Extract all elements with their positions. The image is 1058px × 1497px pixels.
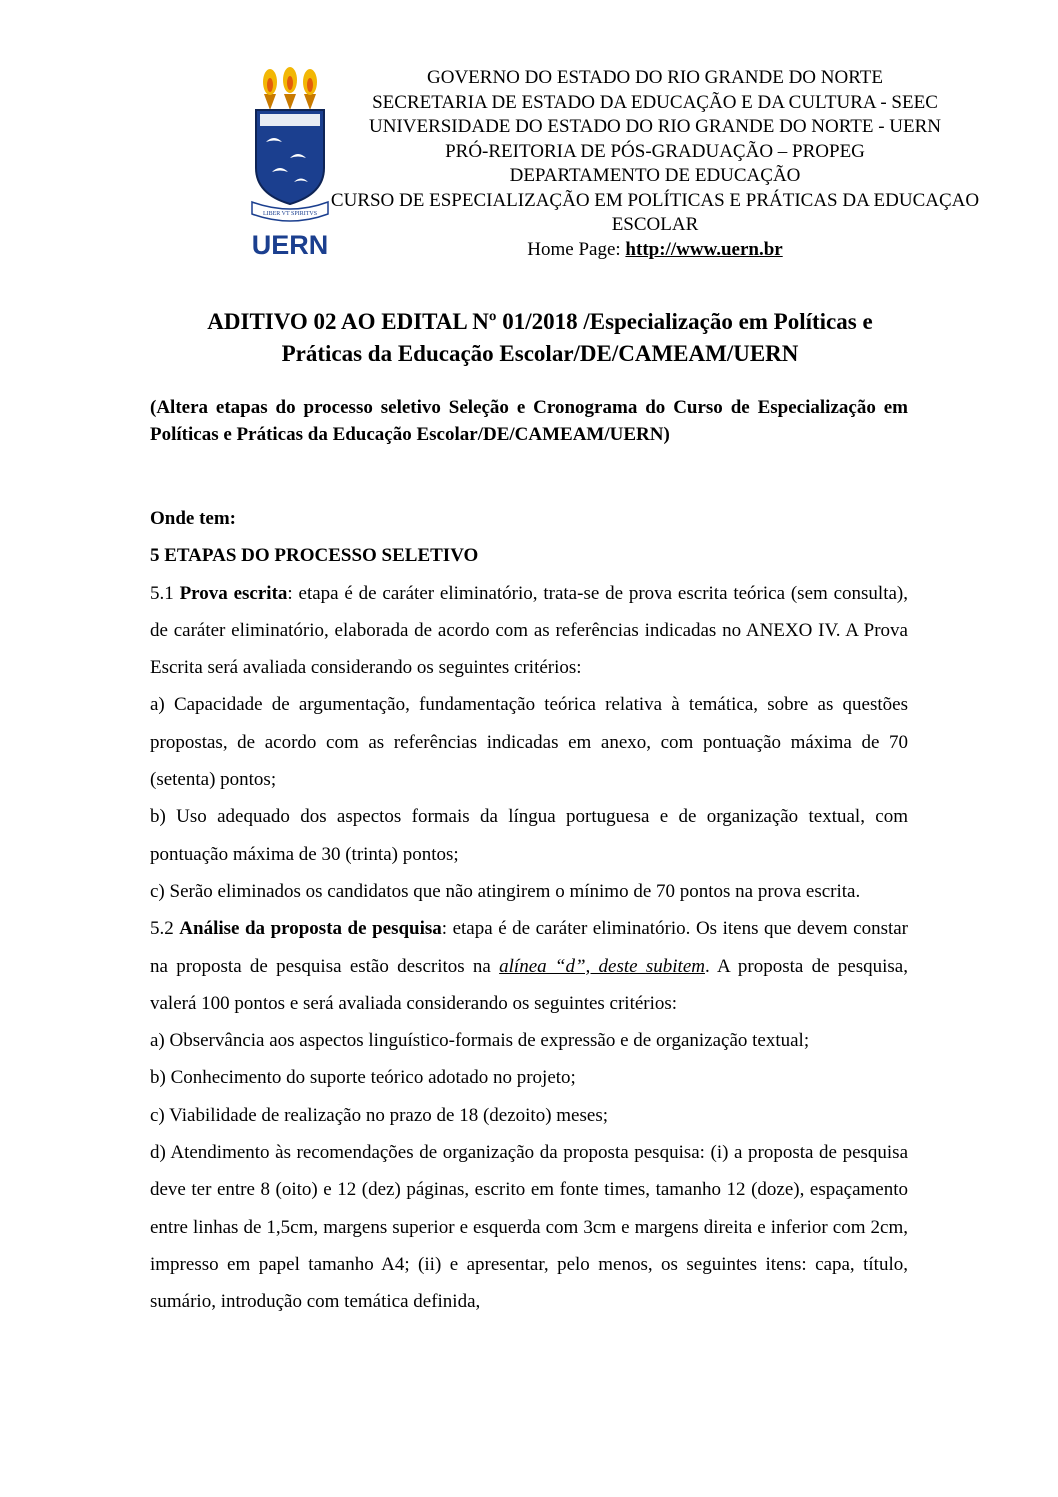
section-heading: 5 ETAPAS DO PROCESSO SELETIVO xyxy=(150,545,479,567)
item-text: : etapa é de caráter eliminatório. Os itens que devem constar na proposta de pesquisa estão descritos na xyxy=(150,918,909,977)
criterion-a: a) Capacidade de argumentação, fundamentação teórica relativa à temática, sobre as questões propostas, de acordo com as referências indicadas em anexo, com pontuação máxima de 70 (setenta) pontos; xyxy=(150,694,908,791)
item-number: 5.1 xyxy=(150,582,180,604)
header-line: DEPARTAMENTO DE EDUCAÇÃO xyxy=(509,165,801,186)
header-line: CURSO DE ESPECIALIZAÇÃO EM POLÍTICAS E PRÁTICAS DA EDUCAÇAO xyxy=(330,189,980,211)
homepage-link[interactable]: http://www.uern.br xyxy=(625,238,783,260)
title-line-1: ADITIVO 02 AO EDITAL Nº 01/2018 /Especialização em Políticas e xyxy=(207,309,873,334)
homepage-label: Home Page: xyxy=(527,238,626,260)
document-subtitle: (Altera etapas do processo seletivo Seleção e Cronograma do Curso de Especialização em Políticas e Práticas da Educação Escolar/DE/CAMEAM/UERN) xyxy=(150,397,908,445)
item-title: Prova escrita xyxy=(179,582,288,604)
logo-motto: LIBER VT SPIRITVS xyxy=(262,211,318,217)
institution-header xyxy=(270,66,1040,262)
header-line: UNIVERSIDADE DO ESTADO DO RIO GRANDE DO NORTE - UERN xyxy=(368,116,942,137)
criterion-a: a) Observância aos aspectos linguístico-formais de expressão e de organização textual; xyxy=(150,1030,810,1052)
criterion-c: c) Serão eliminados os candidatos que não atingirem o mínimo de 70 pontos na prova escrita. xyxy=(150,880,861,902)
homepage-line xyxy=(270,238,1040,263)
alinea-d-link[interactable]: alínea “d”, deste subitem xyxy=(499,955,705,977)
header-line: ESCOLAR xyxy=(611,214,699,235)
item-number: 5.2 xyxy=(150,918,180,940)
document-body xyxy=(150,500,908,1321)
item-title: Análise da proposta de pesquisa xyxy=(179,918,442,940)
item-text: : etapa é de caráter eliminatório, trata-se de prova escrita teórica (sem consulta), de caráter eliminatório, elaborada de acordo com as referências indicadas no ANEXO IV. A Prova Escrita será avaliada considerando os seguintes critérios: xyxy=(150,582,908,679)
criterion-d: d) Atendimento às recomendações de organização da proposta pesquisa: (i) a proposta de pesquisa deve ter entre 8 (oito) e 12 (dez) páginas, escrito em fonte times, tamanho 12 (doze), espaçamento entre linhas de 1,5cm, margens superior e esquerda com 3cm e margens direita e inferior com 2cm, impresso em papel tamanho A4; (ii) e apresentar, pelo menos, os seguintes itens: capa, título, sumário, introdução com temática definida, xyxy=(150,1142,908,1313)
criterion-b: b) Conhecimento do suporte teórico adotado no projeto; xyxy=(150,1067,576,1089)
paragraph-5-2 xyxy=(150,910,908,1022)
header-line: SECRETARIA DE ESTADO DA EDUCAÇÃO E DA CULTURA - SEEC xyxy=(372,91,938,113)
criterion-c: c) Viabilidade de realização no prazo de 18 (dezoito) meses; xyxy=(150,1104,608,1126)
criterion-b: b) Uso adequado dos aspectos formais da língua portuguesa e de organização textual, com pontuação máxima de 30 (trinta) pontos; xyxy=(150,806,908,865)
logo-text: UERN xyxy=(251,230,329,260)
item-text: . A proposta de pesquisa, valerá 100 pontos e será avaliada considerando os seguintes critérios: xyxy=(150,955,908,1014)
title-line-2: Práticas da Educação Escolar/DE/CAMEAM/UERN xyxy=(281,341,799,366)
onde-tem-label: Onde tem: xyxy=(150,508,237,529)
document-title xyxy=(150,306,930,370)
header-line: PRÓ-REITORIA DE PÓS-GRADUAÇÃO – PROPEG xyxy=(445,140,865,162)
paragraph-5-1 xyxy=(150,575,908,687)
header-line: GOVERNO DO ESTADO DO RIO GRANDE DO NORTE xyxy=(427,67,883,88)
